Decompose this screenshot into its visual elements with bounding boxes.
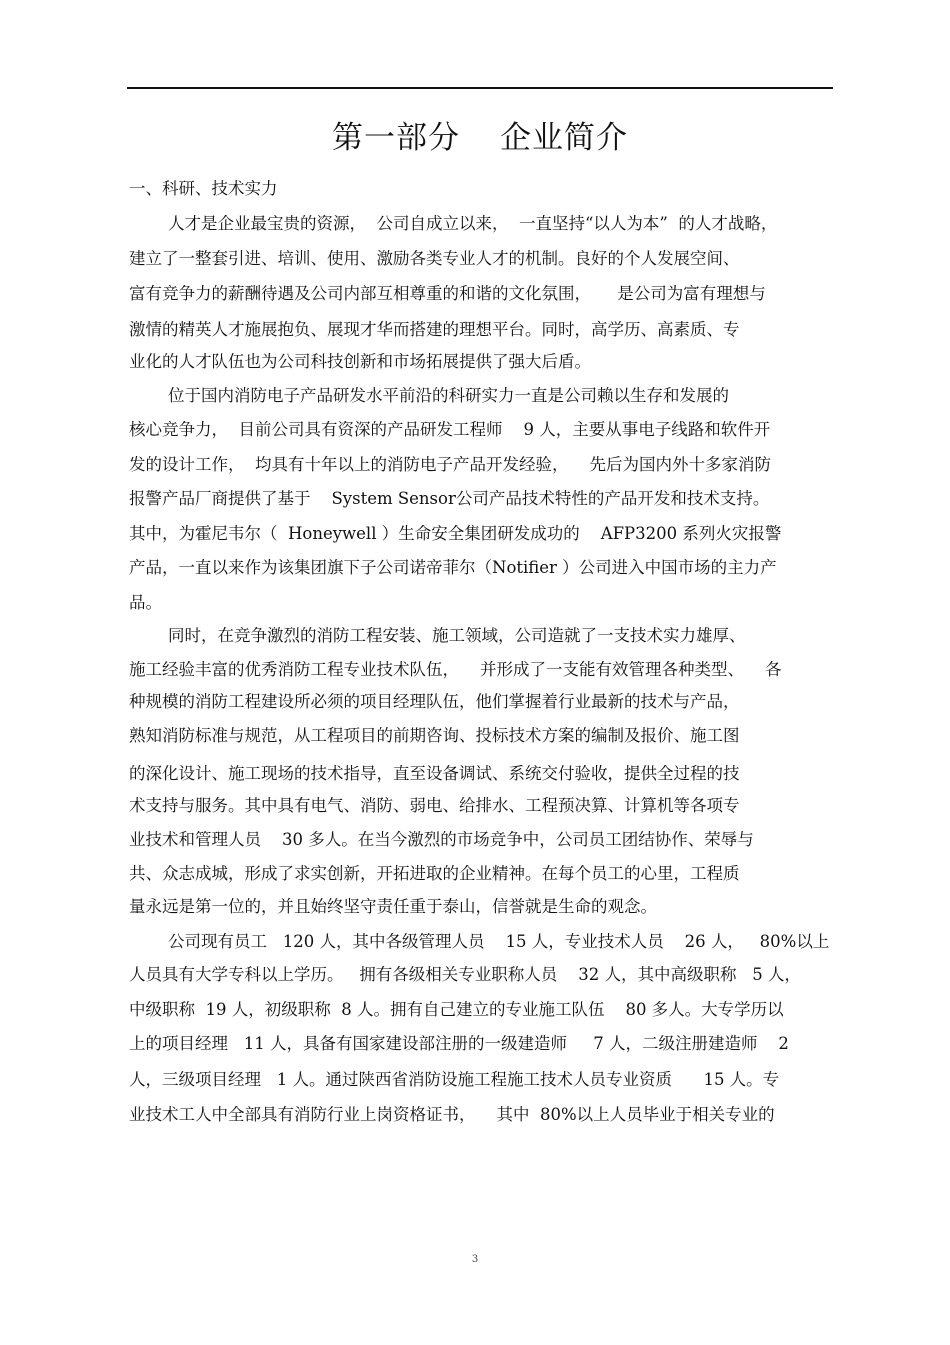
title-subject: 企业简介 — [500, 120, 628, 156]
text-line: 同时，在竞争激烈的消防工程安装、施工领域，公司造就了一支技术实力雄厚、 — [168, 626, 746, 645]
text-line: 业化的人才队伍也为公司科技创新和市场拓展提供了强大后盾。 — [129, 352, 591, 371]
text-line: 品。 — [129, 593, 162, 612]
text-line: 人才是企业最宝贵的资源， 公司自成立以来， 一直坚持“以人为本” 的人才战略， — [168, 214, 778, 233]
text-line: 上的项目经理 11 人，具备有国家建设部注册的一级建造师 7 人，二级注册建造师 2 — [129, 1034, 789, 1053]
section-heading: 一、科研、技术实力 — [129, 179, 278, 198]
text-line: 施工经验丰富的优秀消防工程专业技术队伍， 并形成了一支能有效管理各种类型、 各 — [129, 660, 782, 679]
text-line: 位于国内消防电子产品研发水平前沿的科研实力一直是公司赖以生存和发展的 — [168, 386, 729, 405]
text-line: 种规模的消防工程建设所必须的项目经理队伍，他们掌握着行业最新的技术与产品， — [129, 692, 740, 711]
text-line: 建立了一整套引进、培训、使用、激励各类专业人才的机制。良好的个人发展空间、 — [129, 249, 740, 268]
text-line: 激情的精英人才施展抱负、展现才华而搭建的理想平台。同时，高学历、高素质、专 — [129, 320, 740, 339]
text-line: 术支持与服务。其中具有电气、消防、弱电、给排水、工程预决算、计算机等各项专 — [129, 796, 740, 815]
text-line: 公司现有员工 120 人，其中各级管理人员 15 人，专业技术人员 26 人， 80%以上 — [168, 932, 830, 951]
text-line: 人，三级项目经理 1 人。通过陕西省消防设施工程施工技术人员专业资质 15 人。专 — [129, 1070, 780, 1089]
text-line: 量永远是第一位的，并且始终坚守责任重于泰山，信誉就是生命的观念。 — [129, 897, 657, 916]
text-line: 产品，一直以来作为该集团旗下子公司诺帝菲尔（Notifier ）公司进入中国市场的主力产 — [129, 558, 777, 577]
text-line: 业技术工人中全部具有消防行业上岗资格证书， 其中 80%以上人员毕业于相关专业的 — [129, 1105, 775, 1124]
text-line: 熟知消防标准与规范，从工程项目的前期咨询、投标技术方案的编制及报价、施工图 — [129, 726, 740, 745]
text-line: 的深化设计、施工现场的技术指导，直至设备调试、系统交付验收，提供全过程的技 — [129, 764, 740, 783]
text-line: 发的设计工作， 均具有十年以上的消防电子产品开发经验， 先后为国内外十多家消防 — [129, 455, 771, 474]
text-line: 人员具有大学专科以上学历。 拥有各级相关专业职称人员 32 人，其中高级职称 5 人， — [129, 965, 801, 984]
title-part: 第一部分 — [332, 120, 460, 156]
text-line: 中级职称 19 人，初级职称 8 人。拥有自己建立的专业施工队伍 80 多人。大专学历以 — [129, 1000, 784, 1019]
text-line: 业技术和管理人员 30 多人。在当今激烈的市场竞争中，公司员工团结协作、荣辱与 — [129, 830, 754, 849]
page-number: 3 — [471, 1254, 479, 1265]
text-line: 其中，为霍尼韦尔（ Honeywell ）生命安全集团研发成功的 AFP3200 系列火灾报警 — [129, 524, 782, 543]
header-rule — [127, 87, 833, 89]
text-line: 富有竞争力的薪酬待遇及公司内部互相尊重的和谐的文化氛围， 是公司为富有理想与 — [129, 284, 766, 303]
page-title — [127, 112, 833, 157]
text-line: 报警产品厂商提供了基于 System Sensor公司产品技术特性的产品开发和技术支持。 — [129, 489, 770, 508]
text-line: 核心竞争力， 目前公司具有资深的产品研发工程师 9 人，主要从事电子线路和软件开 — [129, 420, 771, 439]
text-line: 共、众志成城，形成了求实创新，开拓进取的企业精神。在每个员工的心里，工程质 — [129, 864, 740, 883]
